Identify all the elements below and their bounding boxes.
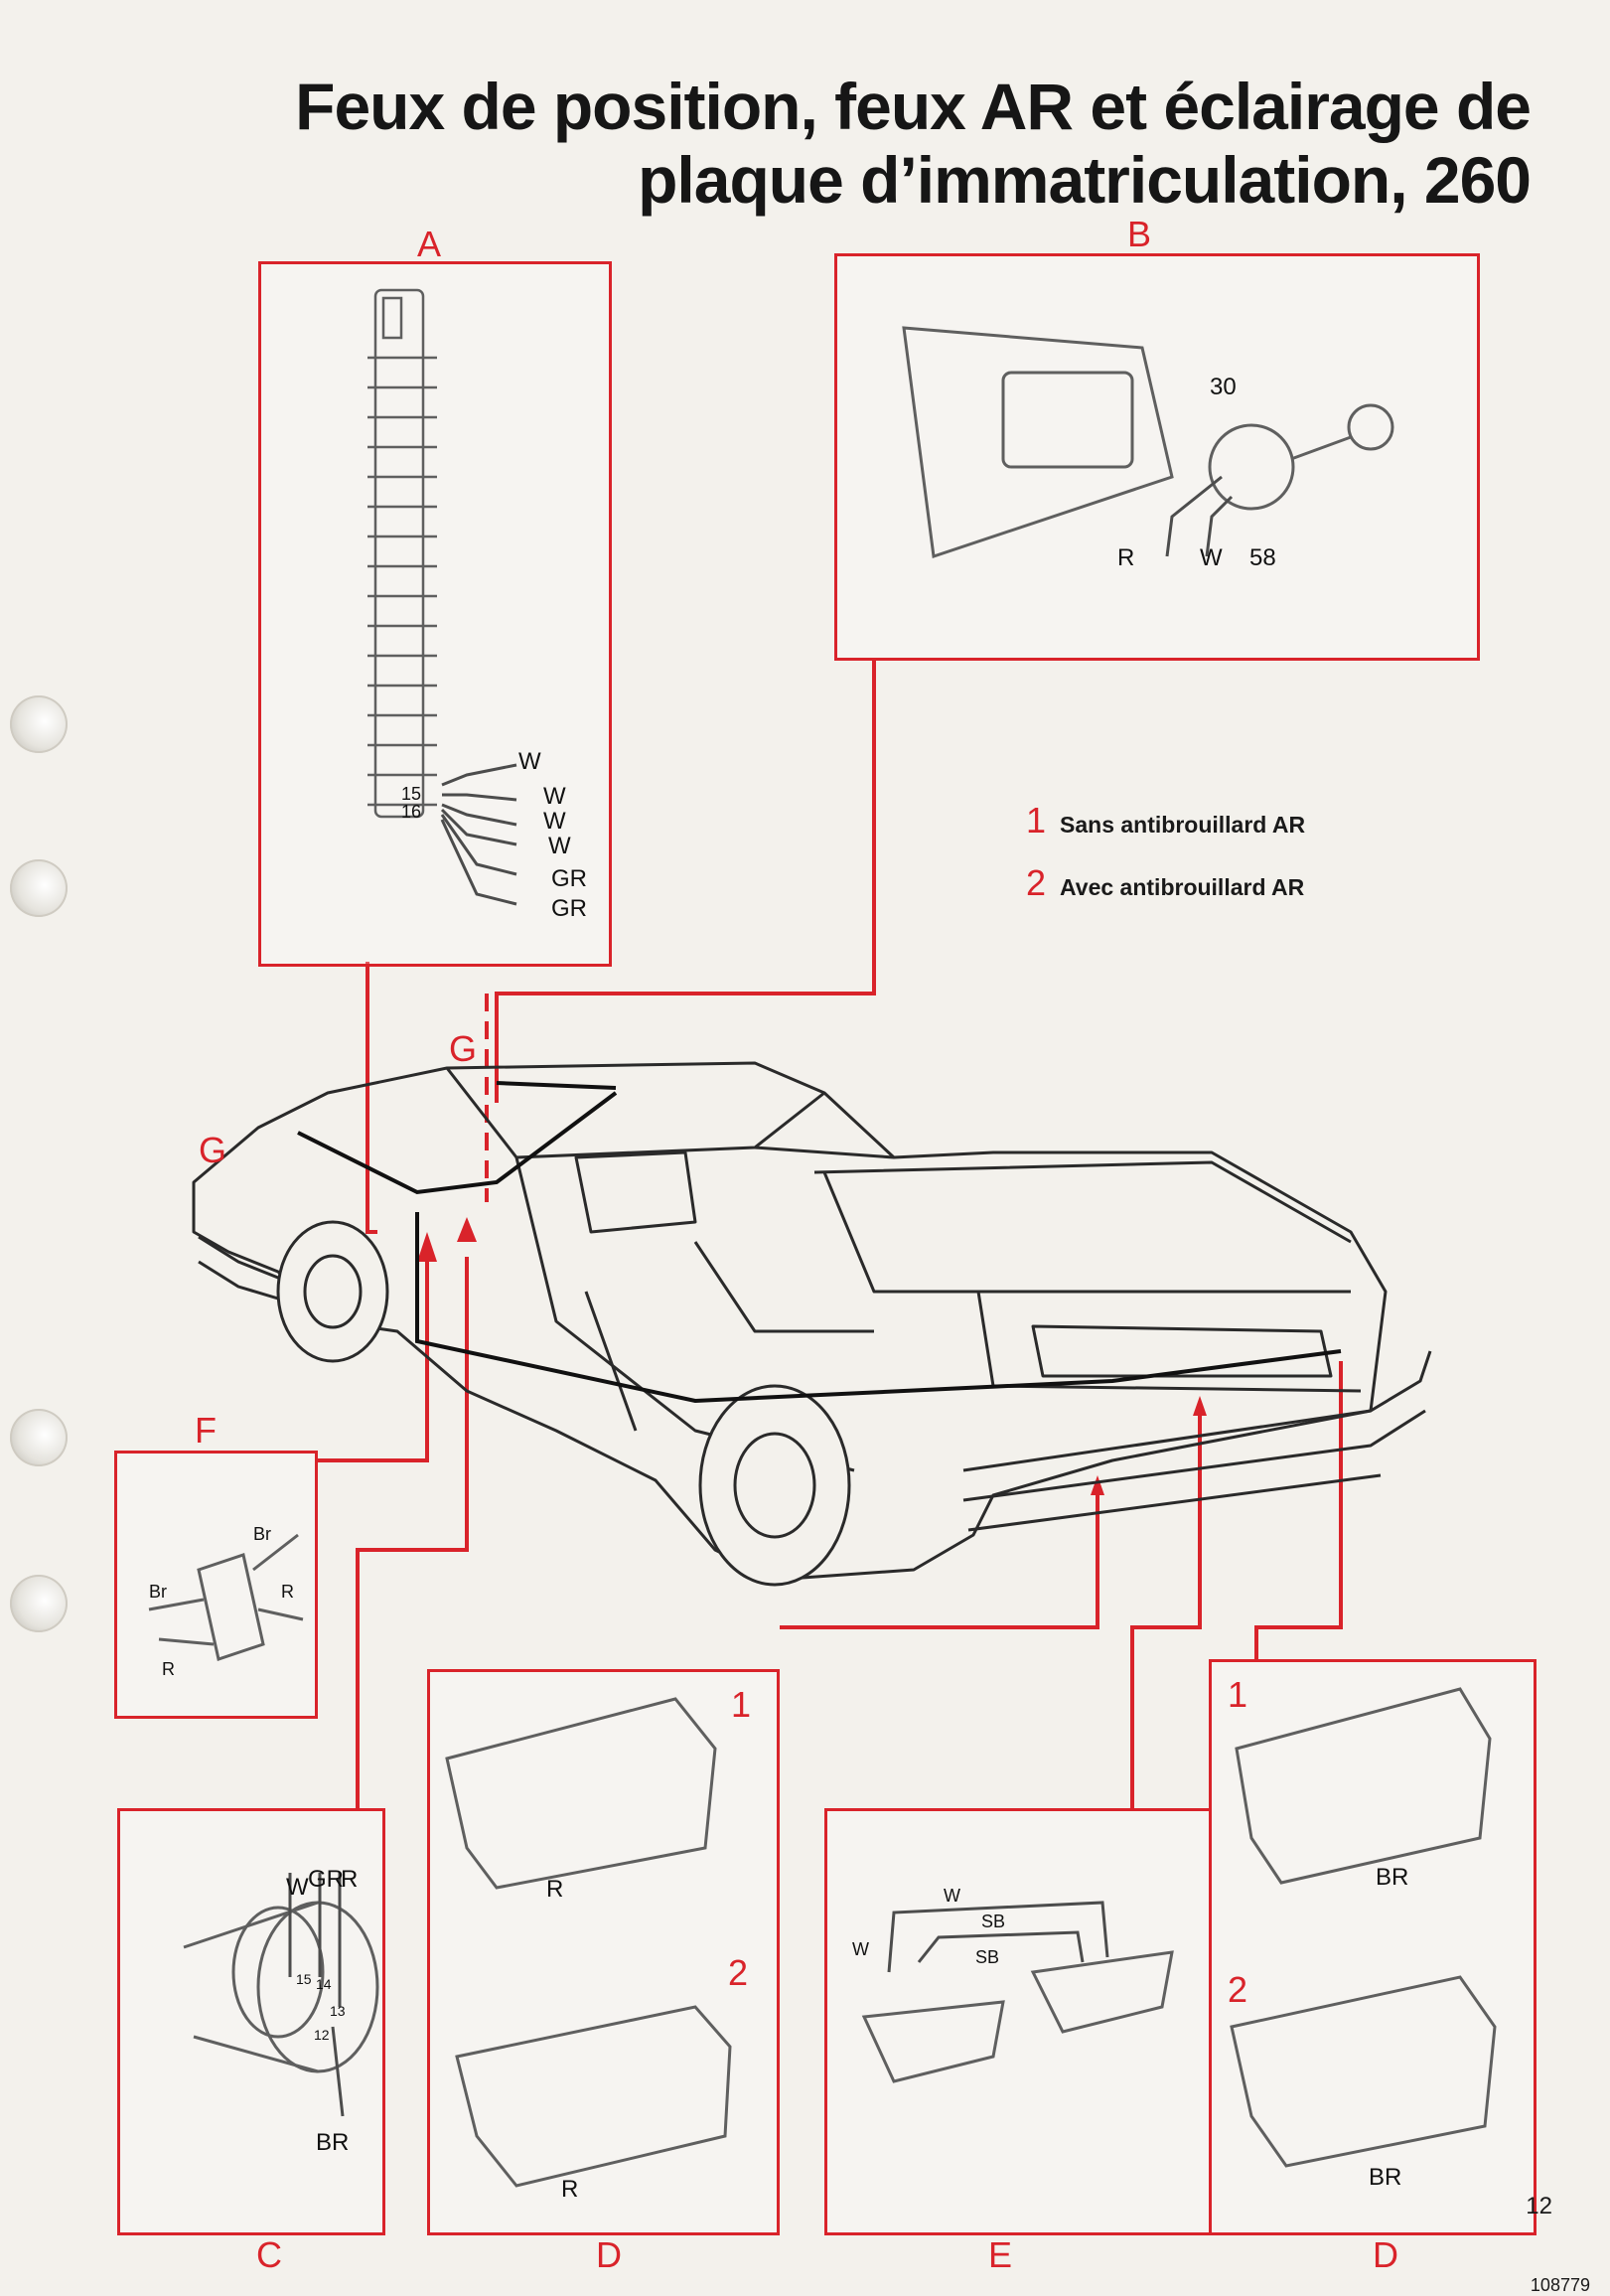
panel-f-label: F xyxy=(195,1410,217,1451)
panel-c-wire-w: W xyxy=(286,1874,309,1901)
legend-text-2: Avec antibrouillard AR xyxy=(1060,874,1305,900)
panel-b-label: B xyxy=(1127,214,1152,254)
panel-a-wire-2: W xyxy=(543,783,566,810)
title-line-2: plaque d’immatriculation, 260 xyxy=(638,143,1531,217)
panel-c-pin-15: 15 xyxy=(296,1971,312,1987)
panel-g-label-front: G xyxy=(199,1130,227,1170)
panel-c-wire-r: R xyxy=(341,1866,359,1893)
terminal-30-label: 30 xyxy=(1210,374,1237,400)
document-code: 108779 xyxy=(1530,2275,1590,2295)
panel-d-right-wire-2: BR xyxy=(1369,2164,1402,2191)
legend-item-1 xyxy=(1026,800,1305,842)
panel-e-plate-lamps xyxy=(824,1808,1212,2235)
legend-num-2: 2 xyxy=(1026,862,1047,903)
panel-d-left-wire-1: R xyxy=(546,1876,564,1903)
panel-f-wire-br-top: Br xyxy=(253,1524,271,1544)
panel-f-wire-r-right: R xyxy=(281,1582,294,1602)
panel-d-right-num-1: 1 xyxy=(1228,1674,1248,1715)
panel-d-left-wire-2: R xyxy=(561,2176,579,2203)
panel-c-label: C xyxy=(256,2234,282,2275)
panel-c-pin-14: 14 xyxy=(316,1976,332,1992)
terminal-58-label: 58 xyxy=(1249,544,1276,571)
panel-d-right-num-2: 2 xyxy=(1228,1969,1248,2010)
panel-e-wire-sb-2: SB xyxy=(975,1947,1000,1967)
panel-a-wire-1: W xyxy=(518,748,541,775)
panel-b-light-switch xyxy=(834,253,1480,661)
panel-e-wire-w-left: W xyxy=(852,1939,869,1959)
panel-d-left-num-2: 2 xyxy=(728,1952,749,1993)
panel-d-left-label: D xyxy=(596,2234,622,2275)
page-number: 12 xyxy=(1526,2193,1552,2219)
panel-a-wire-4: W xyxy=(548,833,571,859)
car-harness xyxy=(298,1083,1341,1401)
legend-num-1: 1 xyxy=(1026,800,1047,841)
title-line-1: Feux de position, feux AR et éclairage de xyxy=(295,70,1531,143)
panel-d-left-taillights xyxy=(427,1669,780,2235)
panel-d-right-label: D xyxy=(1373,2234,1398,2275)
panel-e-wire-sb-1: SB xyxy=(981,1912,1006,1931)
panel-b-wire-r: R xyxy=(1117,544,1135,571)
panel-d-left-num-1: 1 xyxy=(731,1684,752,1725)
panel-f-wire-r-bottom: R xyxy=(162,1659,175,1679)
panel-a-wire-6: GR xyxy=(551,895,587,922)
panel-a-label: A xyxy=(417,224,442,264)
panel-e-label: E xyxy=(988,2234,1013,2275)
panel-a-wire-5: GR xyxy=(551,865,587,892)
panel-a-wire-3: W xyxy=(543,808,566,835)
panel-c-pin-13: 13 xyxy=(330,2003,346,2019)
panel-c-wire-gr: GR xyxy=(308,1866,344,1893)
panel-d-right-wire-1: BR xyxy=(1376,1864,1409,1891)
car-wheels xyxy=(278,1222,849,1585)
legend-text-1: Sans antibrouillard AR xyxy=(1060,812,1306,838)
panel-d-right-taillights xyxy=(1209,1659,1537,2235)
panel-e-wire-w-top: W xyxy=(944,1886,960,1906)
panel-c-pin-12: 12 xyxy=(314,2027,330,2043)
fuse-15-label: 15 xyxy=(401,784,422,804)
panel-f-wire-br-left: Br xyxy=(149,1582,167,1602)
panel-b-wire-w: W xyxy=(1200,544,1223,571)
legend-item-2 xyxy=(1026,862,1304,904)
panel-g-label-top: G xyxy=(449,1028,478,1069)
fuse-16-label: 16 xyxy=(401,802,422,822)
panel-a-fuse-box xyxy=(258,261,612,967)
panel-c-wire-br: BR xyxy=(316,2129,350,2156)
